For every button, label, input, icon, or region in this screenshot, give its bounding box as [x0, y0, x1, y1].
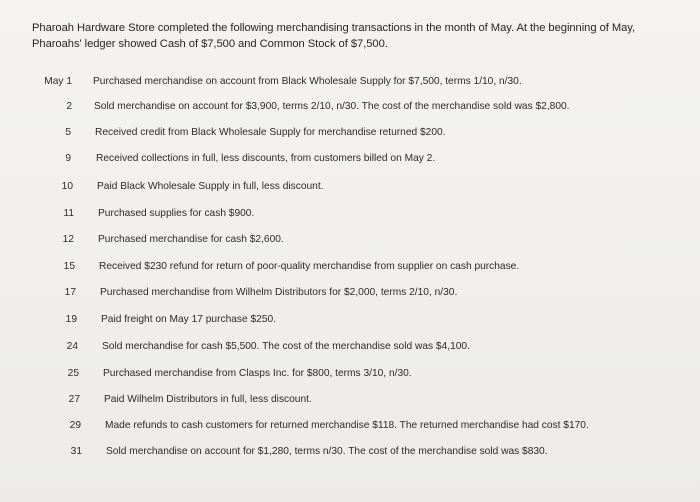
- transaction-date: 10: [61, 181, 73, 192]
- transaction-row: [0, 73, 690, 91]
- transaction-text: Received collections in full, less discounts, from customers billed on May 2.: [96, 153, 436, 164]
- transaction-row: [0, 205, 690, 223]
- transaction-date: 11: [63, 208, 74, 219]
- transaction-date: 24: [66, 341, 78, 352]
- transaction-row: [0, 391, 690, 409]
- intro-line-2: Pharoahs' ledger showed Cash of $7,500 and Common Stock of $7,500.: [32, 38, 388, 50]
- transaction-text: Received credit from Black Wholesale Supply for merchandise returned $200.: [95, 127, 446, 138]
- transaction-row: [0, 150, 690, 168]
- intro-line-1: Pharoah Hardware Store completed the following merchandising transactions in the month of May. At the beginning of May,: [32, 22, 636, 34]
- transaction-text: Purchased merchandise from Clasps Inc. for $800, terms 3/10, n/30.: [103, 368, 412, 379]
- transaction-text: Purchased merchandise on account from Black Wholesale Supply for $7,500, terms 1/10, n/30.: [93, 76, 522, 87]
- problem-intro: [32, 20, 682, 52]
- transaction-date: 31: [70, 446, 82, 457]
- transaction-row: [0, 124, 690, 142]
- transaction-date: 29: [69, 420, 81, 431]
- transaction-row: [0, 284, 690, 302]
- transaction-row: [0, 443, 690, 461]
- transaction-row: [0, 365, 690, 383]
- transaction-row: [0, 338, 690, 356]
- transaction-text: Paid Wilhelm Distributors in full, less discount.: [104, 394, 312, 405]
- transaction-text: Purchased supplies for cash $900.: [98, 208, 255, 219]
- transaction-date: 25: [67, 368, 79, 379]
- transaction-date: 19: [65, 314, 77, 325]
- transaction-date: 17: [64, 287, 76, 298]
- transaction-text: Purchased merchandise from Wilhelm Distributors for $2,000, terms 2/10, n/30.: [100, 287, 458, 298]
- transaction-date: 15: [63, 261, 75, 272]
- transaction-date: 12: [62, 234, 74, 245]
- transaction-text: Sold merchandise for cash $5,500. The cost of the merchandise sold was $4,100.: [102, 341, 470, 352]
- transaction-text: Paid Black Wholesale Supply in full, less discount.: [97, 181, 324, 192]
- transaction-text: Sold merchandise on account for $1,280, terms n/30. The cost of the merchandise sold was $830.: [106, 446, 548, 457]
- transaction-date: 5: [65, 127, 71, 138]
- transaction-row: [0, 231, 690, 249]
- transaction-text: Paid freight on May 17 purchase $250.: [101, 314, 276, 325]
- transaction-text: Purchased merchandise for cash $2,600.: [98, 234, 284, 245]
- transaction-row: [0, 98, 690, 116]
- transaction-row: [0, 417, 690, 435]
- transaction-text: Sold merchandise on account for $3,900, terms 2/10, n/30. The cost of the merchandise sold was $2,800.: [94, 101, 570, 112]
- transaction-text: Made refunds to cash customers for returned merchandise $118. The returned merchandise had cost $170.: [105, 420, 589, 431]
- transaction-row: [0, 178, 690, 196]
- transaction-date: 2: [66, 101, 72, 112]
- transaction-row: [0, 258, 690, 276]
- transaction-text: Received $230 refund for return of poor-quality merchandise from supplier on cash purchase.: [99, 261, 520, 272]
- transaction-row: [0, 311, 690, 329]
- transaction-date: 9: [65, 153, 71, 164]
- transaction-date: 27: [68, 394, 80, 405]
- transaction-date: May 1: [44, 76, 72, 87]
